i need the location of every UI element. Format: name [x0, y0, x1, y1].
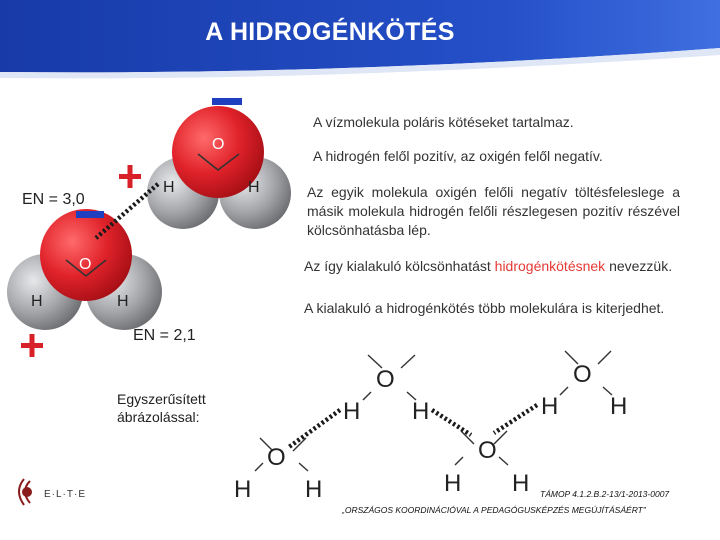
- text-interaction: Az egyik molekula oxigén felőli negatív töltésfeleslege a másik molekula hidrogén felőli részlegesen pozitív részével kölcsönhatásba lép.: [307, 184, 680, 238]
- simplified-hydrogen-a-left: H: [343, 398, 361, 425]
- atom-hydrogen-lower-left: H: [31, 293, 43, 310]
- atom-hydrogen-lower-right: H: [117, 293, 129, 310]
- atom-hydrogen-upper-left: H: [163, 179, 175, 196]
- simplified-oxygen-d: O: [478, 437, 497, 464]
- water-molecule-upper: [147, 106, 291, 229]
- simplified-hydrogen-c-left: H: [234, 476, 252, 503]
- simplified-hydrogen-d-left: H: [444, 470, 462, 497]
- text-multiple-molecules: A kialakuló a hidrogénkötés több molekulára is kiterjedhet.: [304, 300, 665, 316]
- simplified-representation-label: Egyszerűsített ábrázolással:: [117, 391, 206, 425]
- atom-hydrogen-upper-right: H: [248, 179, 260, 196]
- header-band: [0, 0, 720, 80]
- simplified-hydrogen-bond-diagram: [225, 345, 695, 505]
- text-definition-start: Az így kialakuló kölcsönhatást: [304, 258, 495, 274]
- simplified-oxygen-c: O: [267, 444, 286, 471]
- text-hydrogen-bond-definition: [304, 257, 680, 276]
- en-hydrogen-label: EN = 2,1: [133, 327, 196, 344]
- plus-sign-icon: [21, 334, 43, 357]
- page-title: A HIDROGÉNKÖTÉS: [205, 18, 455, 46]
- highlight-hydrogen-bond: hidrogénkötésnek: [494, 258, 606, 274]
- en-oxygen-label: EN = 3,0: [22, 191, 85, 208]
- text-charge-distribution: A hidrogén felől pozitív, az oxigén felől negatív.: [313, 148, 603, 164]
- atom-oxygen-upper: O: [212, 136, 225, 153]
- simplified-hydrogen-a-right: H: [412, 398, 430, 425]
- elte-logo: [10, 473, 130, 513]
- atom-oxygen-lower: O: [79, 256, 92, 273]
- simplified-oxygen-b: O: [573, 361, 592, 388]
- footer-project-code: TÁMOP 4.1.2.B.2-13/1-2013-0007: [540, 489, 670, 499]
- simplified-hydrogen-c-right: H: [305, 476, 323, 503]
- plus-sign-icon: [119, 165, 141, 188]
- text-polar-bonds: A vízmolekula poláris kötéseket tartalmaz.: [313, 114, 574, 130]
- simplified-hydrogen-b-right: H: [610, 393, 628, 420]
- footer-project-title: „ORSZÁGOS KOORDINÁCIÓVAL A PEDAGÓGUSKÉPZÉS MEGÚJÍTÁSÁÉRT”: [342, 505, 646, 515]
- text-definition-end: nevezzük.: [605, 258, 673, 274]
- elte-logo-text: E·L·T·E: [44, 489, 86, 500]
- simplified-hydrogen-b-left: H: [541, 393, 559, 420]
- simplified-oxygen-a: O: [376, 366, 395, 393]
- minus-sign-icon: [212, 98, 242, 105]
- minus-sign-icon: [76, 211, 104, 218]
- simplified-hydrogen-d-right: H: [512, 470, 530, 497]
